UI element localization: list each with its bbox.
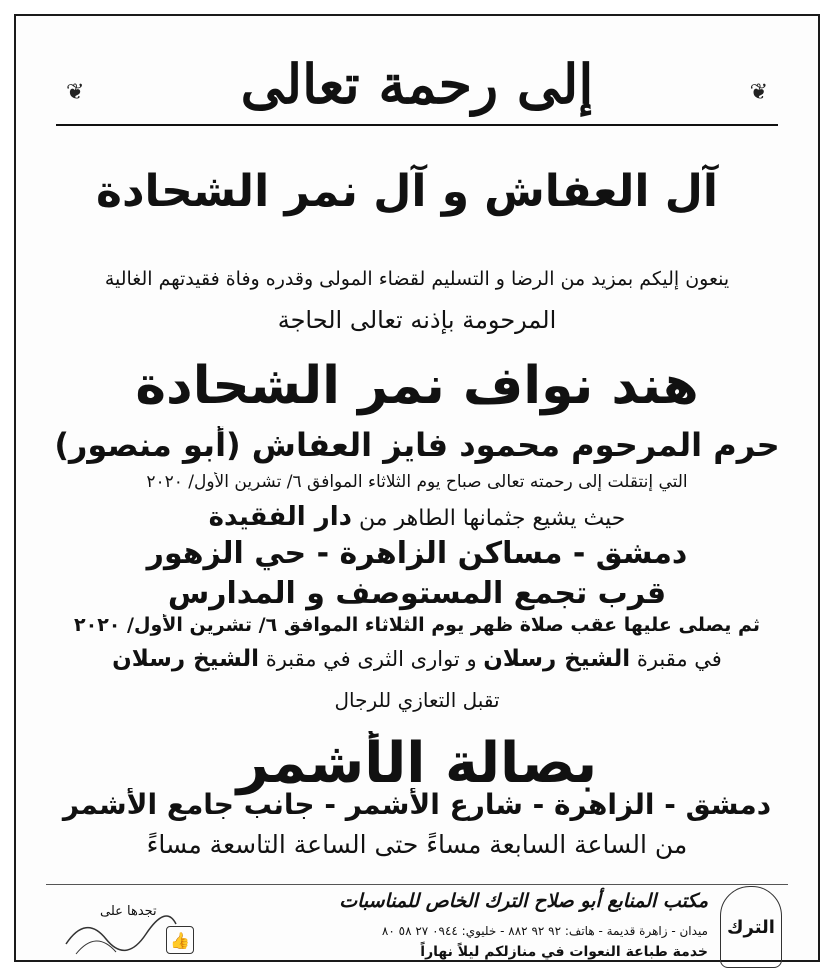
burial-prefix: في مقبرة bbox=[636, 647, 722, 671]
address-line-2: قرب تجمع المستوصف و المدارس bbox=[167, 576, 667, 611]
intro-text: ينعون إليكم بمزيد من الرضا و التسليم لقضاء المولى وقدره وفاة فقيدتهم الغالية bbox=[104, 268, 730, 290]
burial-place-1: الشيخ رسلان bbox=[483, 646, 631, 672]
address-line-1: دمشق - مساكن الزاهرة - حي الزهور bbox=[146, 536, 688, 571]
burial-line bbox=[46, 646, 788, 672]
death-date-line: التي إنتقلت إلى رحمته تعالى صباح يوم الثلاثاء الموافق ٦/ تشرين الأول/ ٢٠٢٠ bbox=[146, 472, 688, 492]
hall-name: بصالة الأشمر bbox=[236, 731, 598, 796]
families-line bbox=[76, 166, 758, 236]
office-address: ميدان - زاهرة قديمة - هاتف: ٩٢ ٩٢ ٨٨٢ - خليوي: ٠٩٤٤ ٢٧ ٥٨ ٨٠ bbox=[381, 924, 708, 938]
header-title: إلى رحمة تعالى bbox=[240, 52, 594, 116]
hall-address: دمشق - الزاهرة - شارع الأشمر - جانب جامع الأشمر bbox=[62, 788, 772, 821]
funeral-place: دار الفقيدة bbox=[208, 502, 352, 532]
deceased-name: هند نواف نمر الشحادة bbox=[135, 356, 699, 416]
follow-label: تجدها على bbox=[100, 904, 157, 919]
ornament-right-icon: ❦ bbox=[749, 80, 768, 105]
funeral-line bbox=[46, 502, 788, 532]
office-name: مكتب المنابع أبو صلاح الترك الخاص للمناسبات bbox=[339, 890, 708, 912]
obituary-frame bbox=[14, 14, 820, 962]
family-second: و آل نمر الشحادة bbox=[96, 166, 470, 217]
header-band bbox=[56, 44, 778, 126]
funeral-prefix: حيث يشيع جثمانها الطاهر من bbox=[358, 506, 626, 531]
footer-divider bbox=[46, 884, 788, 885]
ornament-left-icon: ❦ bbox=[66, 80, 85, 105]
burial-place-2: الشيخ رسلان bbox=[112, 646, 260, 672]
hours-line: من الساعة السابعة مساءً حتى الساعة التاسعة مساءً bbox=[146, 830, 688, 859]
family-first: آل العفاش bbox=[484, 166, 718, 217]
condolences-line: تقبل التعازي للرجال bbox=[334, 688, 500, 712]
thumbs-up-icon: 👍 bbox=[166, 926, 194, 954]
burial-mid: و توارى الثرى في مقبرة bbox=[265, 647, 477, 671]
deceased-title: المرحومة بإذنه تعالى الحاجة bbox=[277, 306, 557, 334]
prayer-line: ثم يصلى عليها عقب صلاة ظهر يوم الثلاثاء الموافق ٦/ تشرين الأول/ ٢٠٢٠ bbox=[74, 614, 760, 636]
office-logo: الترك bbox=[720, 886, 782, 968]
office-tagline: خدمة طباعة النعوات في منازلكم ليلاً نهاراً bbox=[420, 944, 708, 960]
signature-seal bbox=[56, 894, 186, 964]
wife-of-line: حرم المرحوم محمود فايز العفاش (أبو منصور) bbox=[54, 426, 780, 464]
